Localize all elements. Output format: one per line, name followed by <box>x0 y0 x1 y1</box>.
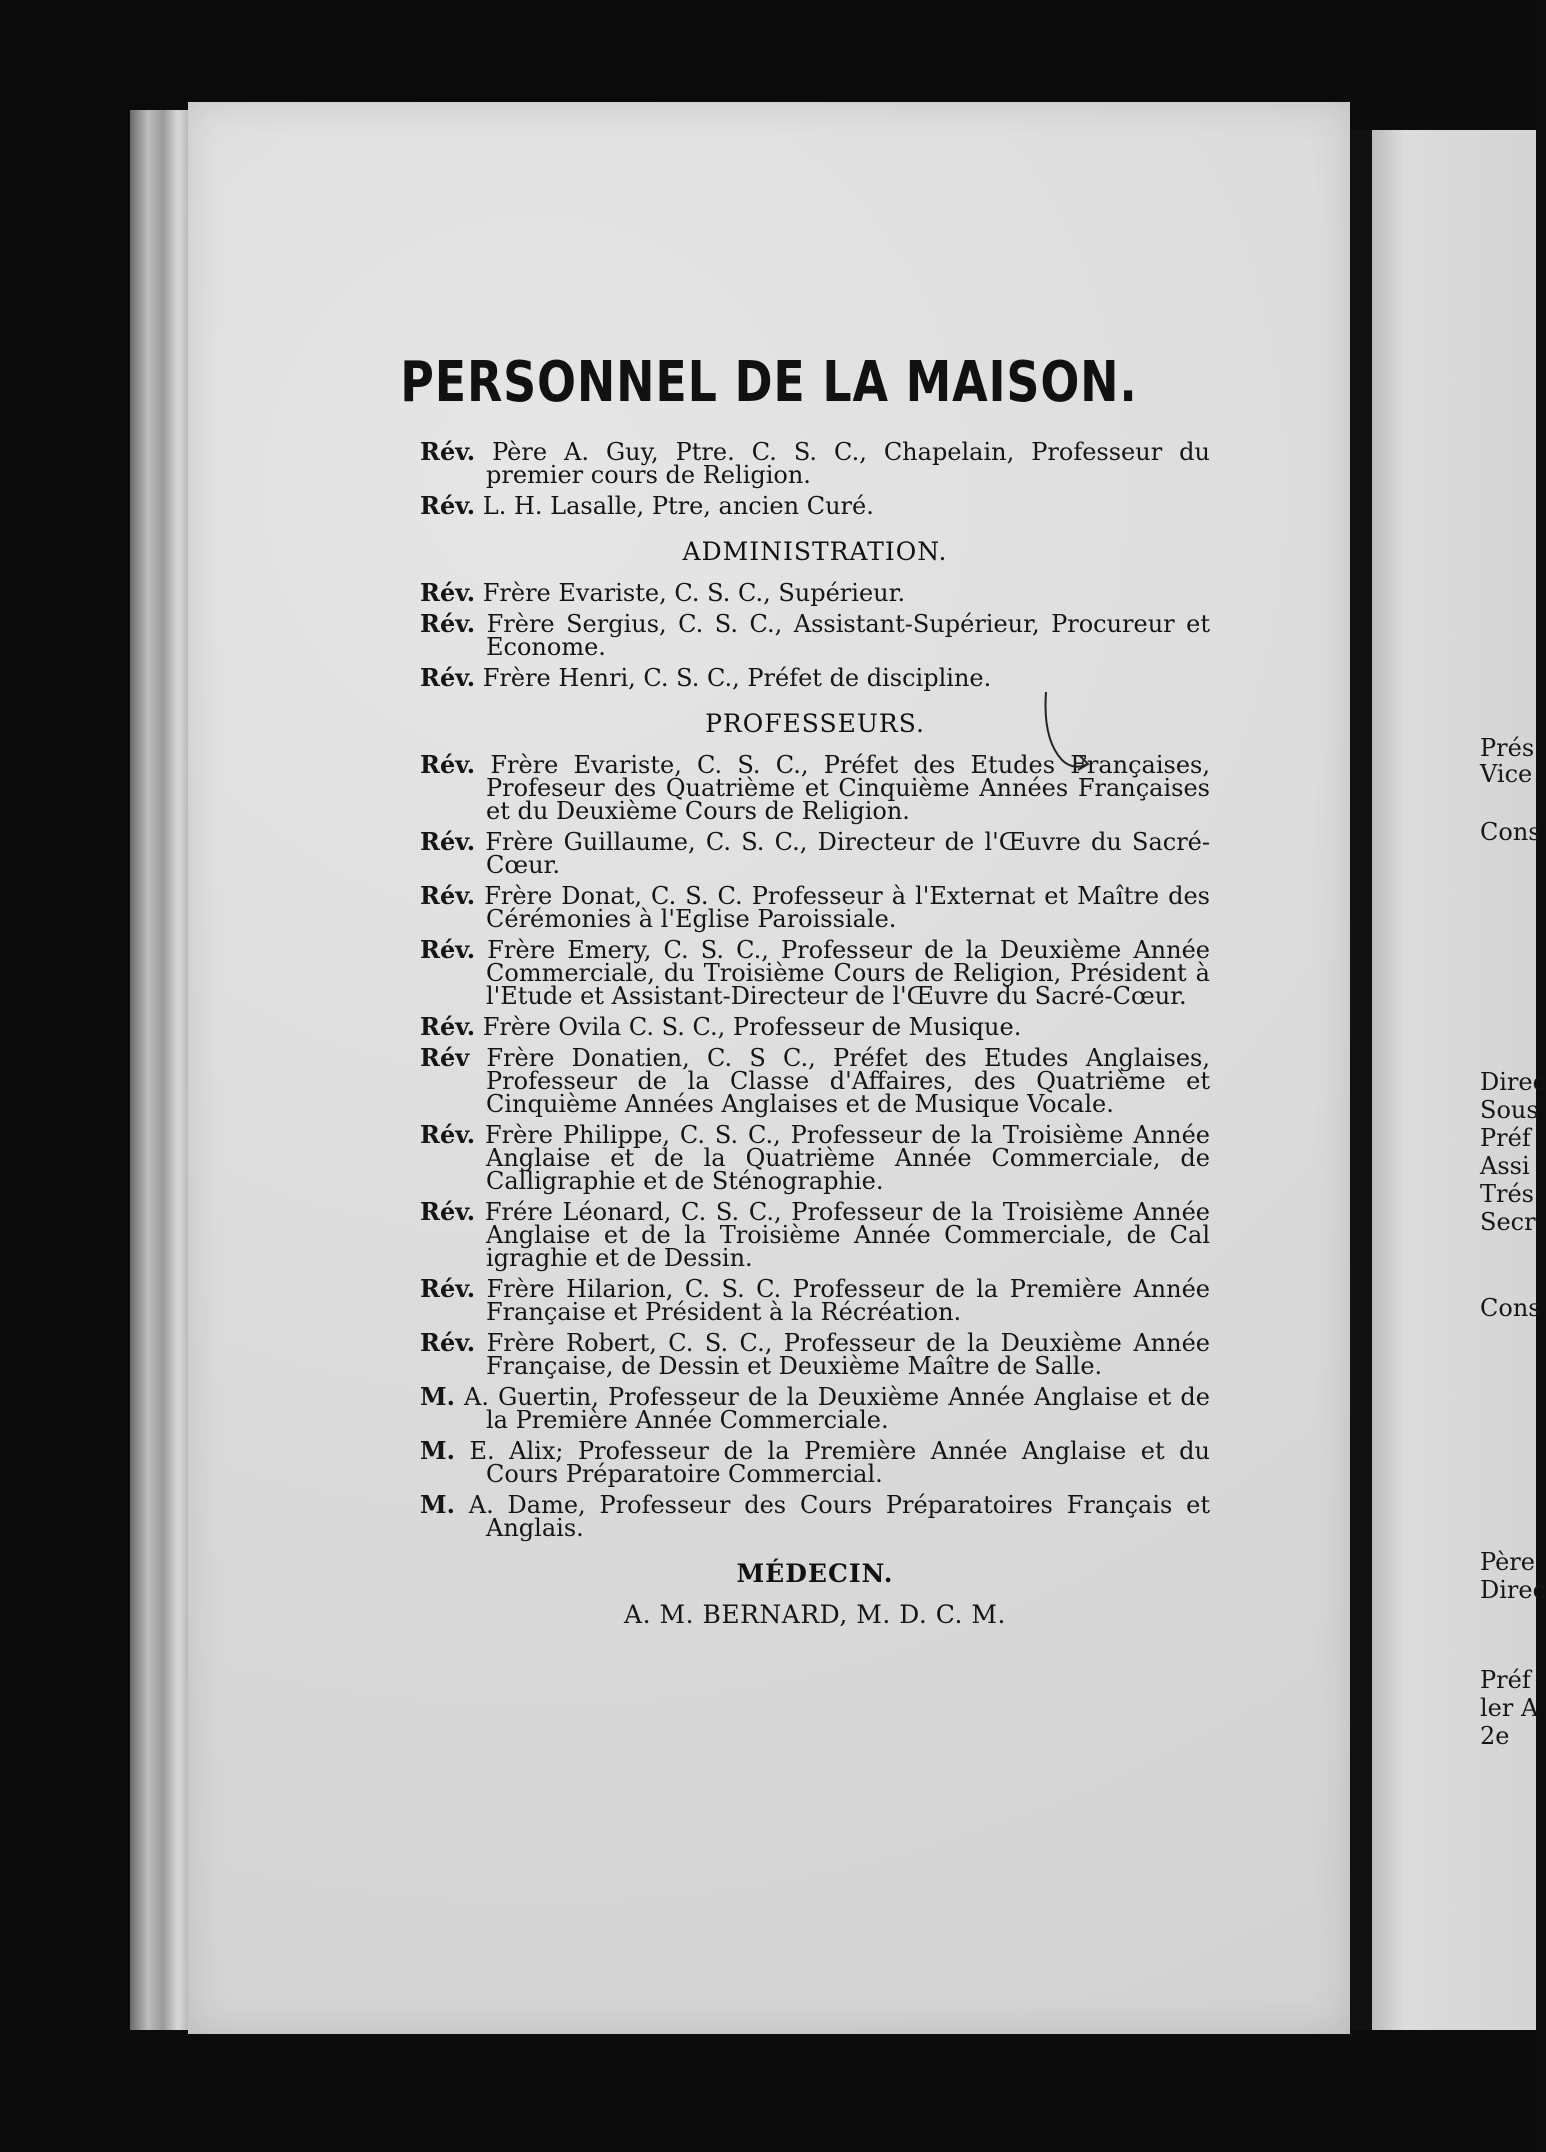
intro-block <box>420 437 1210 520</box>
entry-text: Frére Léonard, C. S. C., Professeur de la Troisième Année Anglaise et de la Troisième Année Commerciale, de Cal igraghie et de Dessin. <box>484 1198 1210 1272</box>
entry-prefix: Rév. <box>420 1120 476 1149</box>
facing-page-fragment: Direc <box>1480 1576 1546 1604</box>
facing-page-fragment: Sous <box>1480 1096 1539 1124</box>
facing-page-fragment: Direc <box>1480 1068 1546 1096</box>
list-item <box>420 1436 1210 1488</box>
entry-prefix: Rév. <box>420 881 476 910</box>
intro-entry <box>420 437 1210 489</box>
entry-prefix: Rév. <box>420 491 476 520</box>
facing-page-fragment: Cons <box>1480 1294 1541 1322</box>
entry-prefix: M. <box>420 1382 455 1411</box>
list-item <box>420 1197 1210 1272</box>
facing-page-fragment: 2e <box>1480 1722 1510 1750</box>
facing-page-fragment: Assi <box>1480 1152 1530 1180</box>
list-item <box>420 663 1210 692</box>
list-item <box>420 827 1210 879</box>
document-body <box>420 437 1211 1629</box>
entry-prefix: Rév. <box>420 1197 476 1226</box>
entry-text: Frère Ovila C. S. C., Professeur de Musique. <box>482 1013 1022 1041</box>
entry-prefix: Rév. <box>420 1012 476 1041</box>
entry-text: Frère Henri, C. S. C., Préfet de discipline. <box>482 664 992 692</box>
list-item <box>420 881 1210 933</box>
facing-page <box>1372 130 1546 2030</box>
administration-list <box>420 578 1210 692</box>
list-item <box>420 1382 1210 1434</box>
facing-page-fragment: Secr <box>1480 1208 1536 1236</box>
entry-prefix: Rév <box>420 1043 470 1072</box>
facing-page-fragment: Père <box>1480 1548 1535 1576</box>
page-gutter <box>1350 130 1372 2030</box>
entry-text: Père A. Guy, Ptre. C. S. C., Chapelain, Professeur du premier cours de Religion. <box>486 438 1210 489</box>
list-item <box>420 609 1210 661</box>
entry-text: Frère Hilarion, C. S. C. Professeur de la Première Année Française et Président à la Récréation. <box>486 1275 1211 1326</box>
entry-prefix: Rév. <box>420 1274 476 1303</box>
facing-page-fragment: Cons <box>1480 818 1541 846</box>
entry-text: Frère Sergius, C. S. C., Assistant-Supérieur, Procureur et Econome. <box>486 610 1210 661</box>
entry-text: L. H. Lasalle, Ptre, ancien Curé. <box>482 492 874 520</box>
entry-prefix: Rév. <box>420 750 476 779</box>
intro-entry <box>420 491 1210 520</box>
entry-text: Frère Evariste, C. S. C., Supérieur. <box>482 579 906 607</box>
entry-prefix: Rév. <box>420 663 476 692</box>
list-item <box>420 1120 1210 1195</box>
entry-text: Frère Robert, C. S. C., Professeur de la Deuxième Année Française, de Dessin et Deuxième Maître de Salle. <box>486 1329 1210 1380</box>
facing-page-fragment: Prés <box>1480 734 1535 762</box>
facing-page-fragment: Trés <box>1480 1180 1534 1208</box>
list-item <box>420 1328 1210 1380</box>
list-item <box>420 578 1210 607</box>
entry-text: Frère Donatien, C. S C., Préfet des Etudes Anglaises, Professeur de la Classe d'Affaires, des Quatrième et Cinquième Années Anglaises et de Musique Vocale. <box>486 1044 1210 1118</box>
entry-prefix: Rév. <box>420 1328 476 1357</box>
entry-prefix: Rév. <box>420 827 476 856</box>
professeurs-list <box>420 750 1211 1542</box>
facing-page-fragment: Vice <box>1480 760 1533 788</box>
entry-prefix: Rév. <box>420 437 476 466</box>
entry-text: Frère Philippe, C. S. C., Professeur de la Troisième Année Anglaise et de la Quatrième Année Commerciale, de Calligraphie et de Sténographie. <box>484 1121 1210 1195</box>
entry-prefix: M. <box>420 1490 455 1519</box>
facing-page-fragment: ler A <box>1480 1694 1539 1722</box>
facing-page-fragment: Préf <box>1480 1124 1531 1152</box>
entry-text: Frère Guillaume, C. S. C., Directeur de l'Œuvre du Sacré-Cœur. <box>485 828 1210 879</box>
entry-text: A. Guertin, Professeur de la Deuxième Année Anglaise et de la Première Année Commerciale. <box>464 1383 1210 1434</box>
entry-text: Frère Donat, C. S. C. Professeur à l'Externat et Maître des Cérémonies à l'Eglise Paroissiale. <box>484 882 1210 933</box>
facing-page-fragment: Préf <box>1480 1666 1531 1694</box>
list-item <box>420 1012 1210 1041</box>
page-stack-edge <box>130 110 190 2030</box>
list-item <box>420 1274 1211 1326</box>
entry-prefix: Rév. <box>420 578 476 607</box>
entry-text: Frère Emery, C. S. C., Professeur de la Deuxième Année Commerciale, du Troisième Cours de Religion, Président à l'Etude et Assistant-Directeur de l'Œuvre du Sacré-Cœur. <box>486 936 1210 1010</box>
entry-text: E. Alix; Professeur de la Première Année Anglaise et du Cours Préparatoire Commercial. <box>469 1437 1210 1488</box>
doctor-name: A. M. BERNARD, M. D. C. M. <box>624 1600 1006 1629</box>
entry-text: A. Dame, Professeur des Cours Préparatoires Français et Anglais. <box>468 1491 1210 1542</box>
list-item <box>420 1490 1210 1542</box>
section-heading-professeurs: PROFESSEURS. <box>705 709 925 738</box>
page-title: PERSONNEL DE LA MAISON. <box>400 350 1138 415</box>
list-item <box>420 1043 1210 1118</box>
list-item <box>420 935 1210 1010</box>
entry-prefix: Rév. <box>420 609 476 638</box>
entry-text: Frère Evariste, C. S. C., Préfet des Etudes Françaises, Profeseur des Quatrième et Cinquième Années Françaises et du Deuxième Cours de Religion. <box>486 751 1211 825</box>
pencil-mark <box>1040 690 1100 780</box>
section-heading-medecin: MÉDECIN. <box>736 1559 894 1588</box>
section-heading-administration: ADMINISTRATION. <box>682 537 948 566</box>
entry-prefix: Rév. <box>420 935 476 964</box>
entry-prefix: M. <box>420 1436 455 1465</box>
